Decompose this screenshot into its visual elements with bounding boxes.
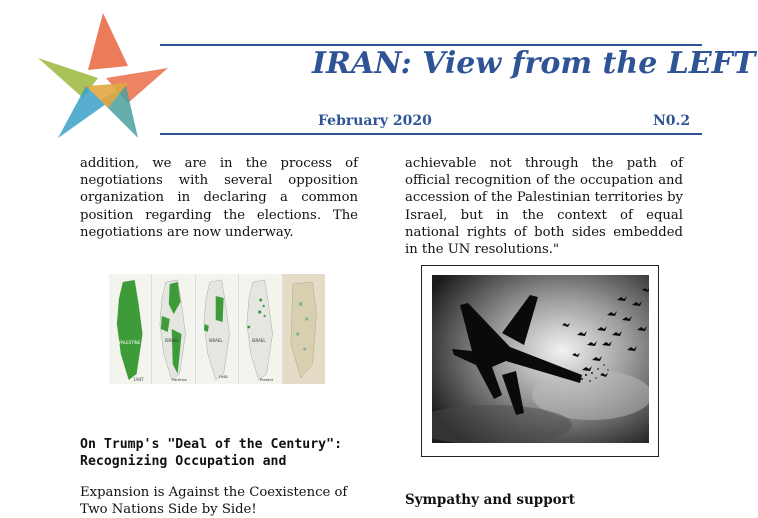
right-column-paragraph: achievable not through the path of official recognition of the occupation and accession of the Palestinian territories by Israel, but in the context of equal national rights of both sides embedded in the UN resolutions."	[405, 156, 683, 258]
map-label-2: ISRAEL	[165, 337, 179, 344]
issue-date: February 2020	[318, 113, 432, 129]
article-subheadline: Expansion is Against the Coexistence of Two Nations Side by Side!	[80, 485, 348, 518]
left-column-paragraph: addition, we are in the process of negotiations with several opposition organization in declaring a common position regarding the elections. The negotiations are now underway.	[80, 156, 358, 240]
map-label-4: ISRAEL	[252, 337, 266, 344]
map-year-2: Partition	[172, 377, 188, 383]
map-panel-3	[196, 274, 238, 384]
map-panel-2	[152, 274, 194, 384]
map-panel-5	[283, 274, 325, 384]
article-headline: On Trump's "Deal of the Century": Recognizing Occupation and	[80, 437, 343, 469]
map-year-1: 1947	[133, 376, 144, 383]
map-label-1: PALESTINE	[119, 339, 141, 346]
masthead-title: IRAN: View from the LEFT	[312, 46, 756, 81]
map-label-3: ISRAEL	[208, 337, 223, 344]
map-year-3: 1948-	[218, 374, 229, 380]
masthead-bottom-rule	[160, 133, 702, 135]
map-year-4: Present	[260, 377, 274, 383]
map-panel-1	[109, 274, 151, 384]
photo-frame	[421, 265, 659, 457]
issue-number: N0.2	[653, 113, 691, 129]
map-panel-4	[239, 274, 281, 384]
airplane-birds-photo-icon	[432, 275, 649, 443]
multicolor-star-logo-icon	[28, 8, 178, 148]
section-title: Sympathy and support	[405, 492, 576, 508]
palestine-maps-figure	[109, 274, 325, 384]
